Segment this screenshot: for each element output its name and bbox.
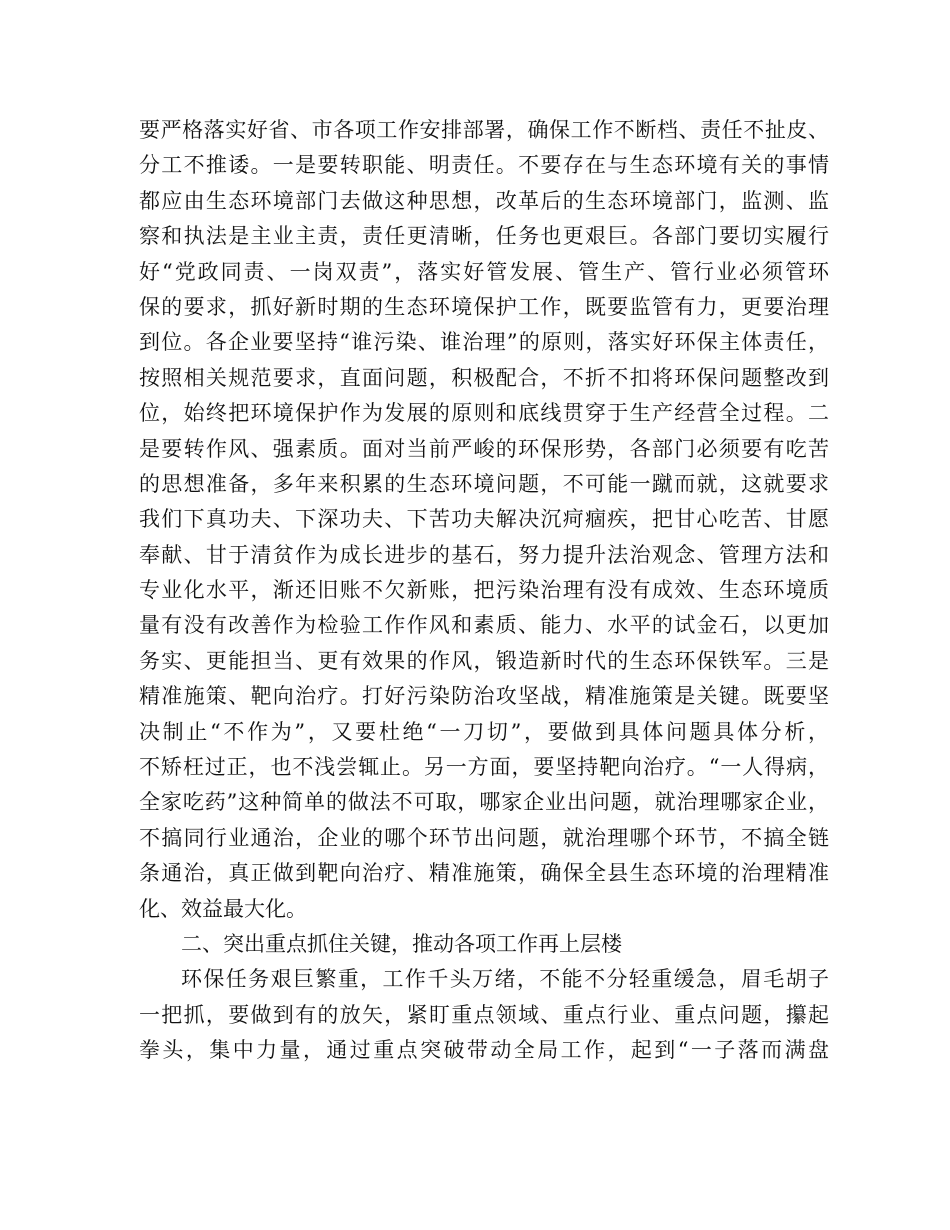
body-text bbox=[139, 113, 829, 1069]
text-line: 条通治，真正做到靶向治疗、精准施策，确保全县生态环境的治理精准 bbox=[139, 861, 829, 886]
text-line: 是要转作风、强素质。面对当前严峻的环保形势，各部门必须要有吃苦 bbox=[139, 436, 829, 461]
text-line: 按照相关规范要求，直面问题，积极配合，不折不扣将环保问题整改到 bbox=[139, 365, 829, 390]
section-heading: 二、突出重点抓住关键，推动各项工作再上层楼 bbox=[181, 931, 622, 956]
text-line: 决制止“不作为”，又要杜绝“一刀切”，要做到具体问题具体分析， bbox=[139, 719, 829, 744]
text-line: 全家吃药”这种简单的做法不可取，哪家企业出问题，就治理哪家企业， bbox=[139, 790, 829, 815]
text-line: 一把抓，要做到有的放矢，紧盯重点领域、重点行业、重点问题，攥起 bbox=[139, 1002, 829, 1027]
text-line: 保的要求，抓好新时期的生态环境保护工作，既要监管有力，更要治理 bbox=[139, 294, 829, 319]
text-line: 我们下真功夫、下深功夫、下苦功夫解决沉疴痼疾，把甘心吃苦、甘愿 bbox=[139, 507, 829, 532]
text-line: 专业化水平，渐还旧账不欠新账，把污染治理有没有成效、生态环境质 bbox=[139, 578, 829, 603]
text-line: 察和执法是主业主责，责任更清晰，任务也更艰巨。各部门要切实履行 bbox=[139, 224, 829, 249]
text-line: 到位。各企业要坚持“谁污染、谁治理”的原则，落实好环保主体责任， bbox=[139, 330, 829, 355]
text-line: 精准施策、靶向治疗。打好污染防治攻坚战，精准施策是关键。既要坚 bbox=[139, 684, 829, 709]
text-line: 位，始终把环境保护作为发展的原则和底线贯穿于生产经营全过程。二 bbox=[139, 401, 829, 426]
text-line: 不搞同行业通治，企业的哪个环节出问题，就治理哪个环节，不搞全链 bbox=[139, 825, 829, 850]
text-line: 务实、更能担当、更有效果的作风，锻造新时代的生态环保铁军。三是 bbox=[139, 648, 829, 673]
text-line: 奉献、甘于清贫作为成长进步的基石，努力提升法治观念、管理方法和 bbox=[139, 542, 829, 567]
text-line: 环保任务艰巨繁重，工作千头万绪，不能不分轻重缓急，眉毛胡子 bbox=[181, 967, 829, 992]
text-line: 分工不推诿。一是要转职能、明责任。不要存在与生态环境有关的事情 bbox=[139, 153, 829, 178]
text-line: 都应由生态环境部门去做这种思想，改革后的生态环境部门，监测、监 bbox=[139, 188, 829, 213]
text-line: 要严格落实好省、市各项工作安排部署，确保工作不断档、责任不扯皮、 bbox=[139, 118, 829, 142]
text-line: 拳头，集中力量，通过重点突破带动全局工作，起到“一子落而满盘 bbox=[139, 1038, 829, 1063]
text-line: 量有没有改善作为检验工作作风和素质、能力、水平的试金石，以更加 bbox=[139, 613, 829, 638]
text-line: 好“党政同责、一岗双责”，落实好管发展、管生产、管行业必须管环 bbox=[139, 259, 829, 284]
text-line: 不矫枉过正，也不浅尝辄止。另一方面，要坚持靶向治疗。“一人得病， bbox=[139, 755, 829, 780]
text-line: 化、效益最大化。 bbox=[139, 896, 307, 921]
text-line: 的思想准备，多年来积累的生态环境问题，不可能一蹴而就，这就要求 bbox=[139, 471, 829, 496]
